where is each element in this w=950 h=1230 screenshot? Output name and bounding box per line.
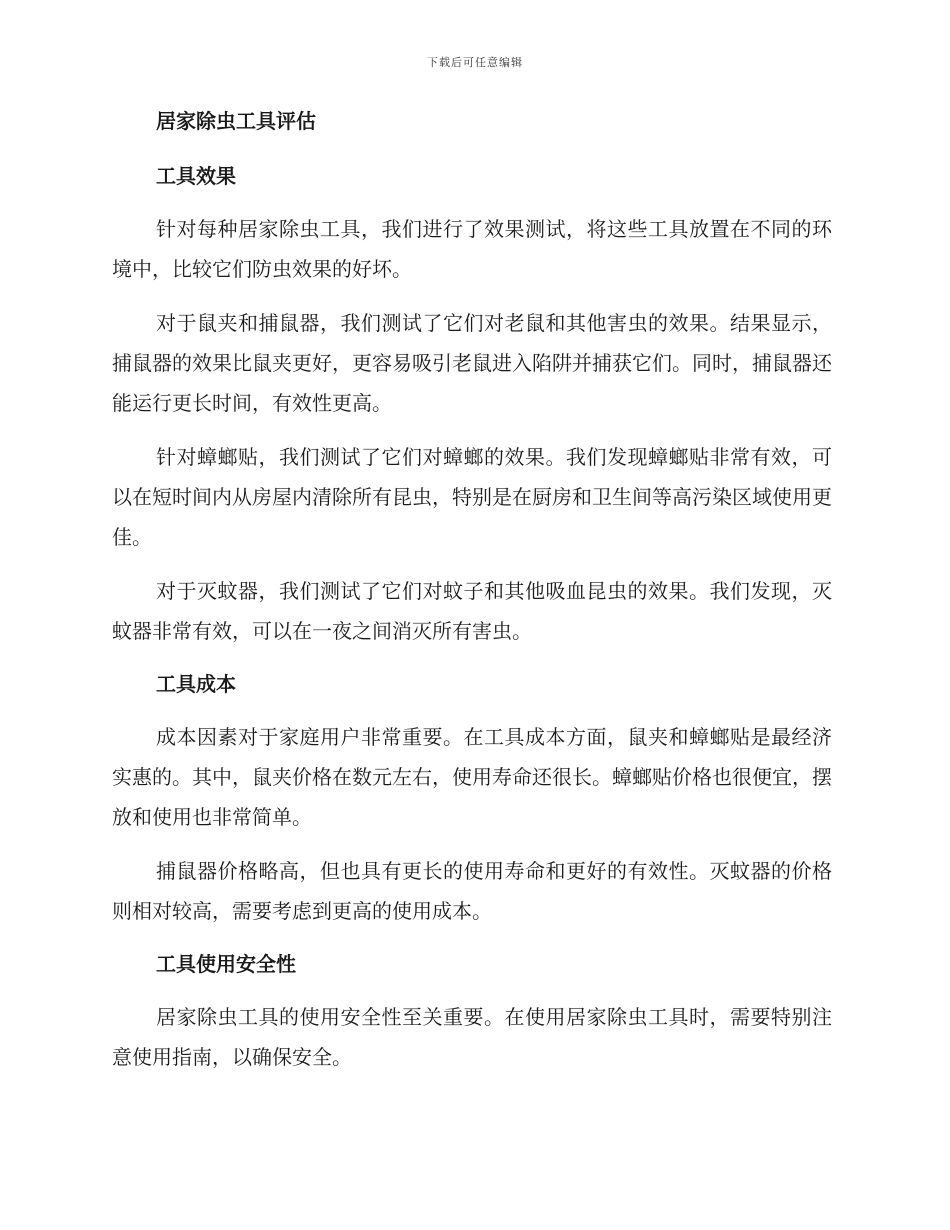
paragraph: 对于鼠夹和捕鼠器，我们测试了它们对老鼠和其他害虫的效果。结果显示，捕鼠器的效果比鼠夹更好，更容易吸引老鼠进入陷阱并捕获它们。同时，捕鼠器还能运行更长时间，有效性更高。	[112, 311, 832, 415]
paragraph: 成本因素对于家庭用户非常重要。在工具成本方面，鼠夹和蟑螂贴是最经济实惠的。其中，鼠夹价格在数元左右，使用寿命还很长。蟑螂贴价格也很便宜，摆放和使用也非常简单。	[112, 725, 832, 829]
document-body	[112, 106, 832, 1077]
section-heading-safety: 工具使用安全性	[156, 952, 296, 976]
document-title: 居家除虫工具评估	[156, 109, 316, 133]
paragraph: 对于灭蚊器，我们测试了它们对蚊子和其他吸血昆虫的效果。我们发现，灭蚊器非常有效，可以在一夜之间消灭所有害虫。	[112, 579, 832, 643]
section-heading-effect: 工具效果	[156, 164, 236, 188]
section-heading-cost: 工具成本	[156, 672, 236, 696]
page-header: 下载后可任意编辑	[427, 56, 523, 69]
paragraph: 捕鼠器价格略高，但也具有更长的使用寿命和更好的有效性。灭蚊器的价格则相对较高，需要考虑到更高的使用成本。	[112, 859, 832, 923]
paragraph: 针对每种居家除虫工具，我们进行了效果测试，将这些工具放置在不同的环境中，比较它们防虫效果的好坏。	[112, 217, 832, 281]
paragraph: 居家除虫工具的使用安全性至关重要。在使用居家除虫工具时，需要特别注意使用指南，以确保安全。	[112, 1005, 832, 1069]
paragraph: 针对蟑螂贴，我们测试了它们对蟑螂的效果。我们发现蟑螂贴非常有效，可以在短时间内从房屋内清除所有昆虫，特别是在厨房和卫生间等高污染区域使用更佳。	[112, 445, 832, 549]
